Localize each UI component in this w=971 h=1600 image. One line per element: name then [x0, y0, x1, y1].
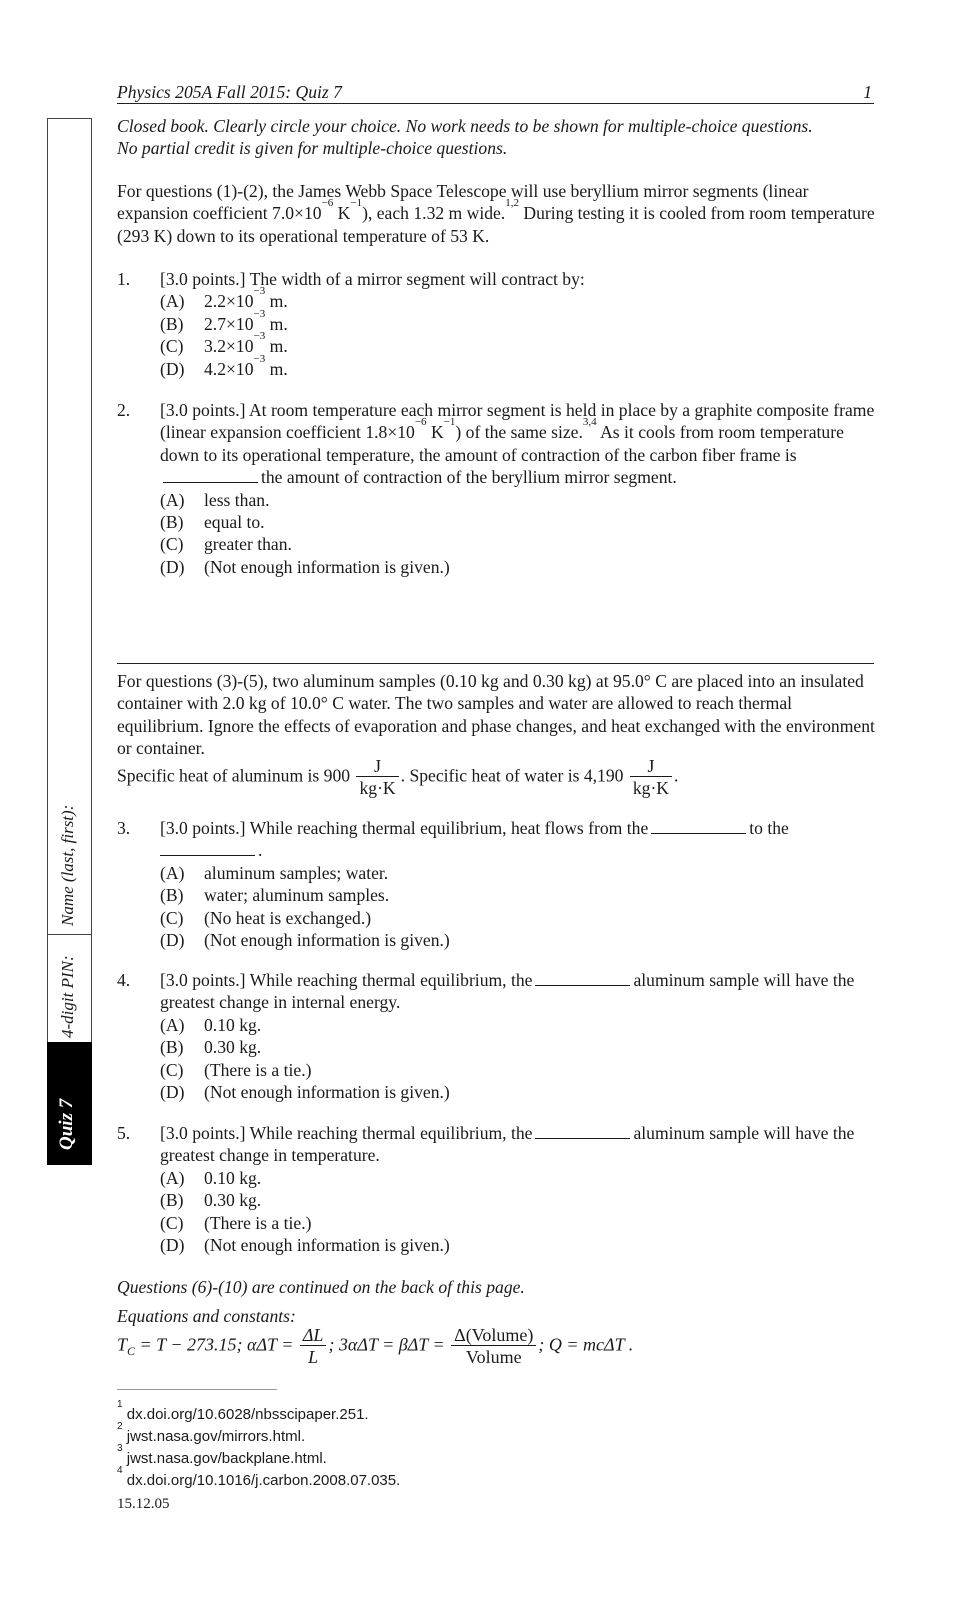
- section-divider: [117, 663, 874, 664]
- answer-blank: [160, 854, 255, 856]
- question-3: 3. [3.0 points.] While reaching thermal equilibrium, heat flows from the to the . (A) aluminum samples; water. (B) water; aluminum samples. (C) (No heat is exchanged.) (D) (Not enough information is given.): [117, 817, 877, 951]
- header-title: Physics 205A Fall 2015: Quiz 7: [117, 82, 342, 102]
- option-b[interactable]: (B) 0.30 kg.: [160, 1190, 262, 1211]
- option-c[interactable]: (C) $3.2\times 10^{-3}$ m.: [160, 330, 288, 357]
- option-b[interactable]: (B) water; aluminum samples.: [160, 885, 390, 906]
- option-d[interactable]: (D) (Not enough information is given.): [160, 1082, 450, 1103]
- question-text: [3.0 points.] While reaching thermal equilibrium, heat flows from the to the .: [160, 818, 789, 861]
- intro-questions-3-5: For questions (3)-(5), two aluminum samples (0.10 kg and 0.30 kg) at 95.0° C are placed into an insulated container with 2.0 kg of 10.0° C water. The two samples and water are allowed to reach thermal equilibrium. Ignore the effects of evaporation and phase changes, and heat exchanged with the environment or container.: [117, 671, 875, 759]
- water-specific-heat: . Specific heat of water is 4,190: [400, 765, 624, 786]
- option-b[interactable]: (B) $2.7\times 10^{-3}$ m.: [160, 307, 288, 334]
- unit-fraction: $\frac{J}{kg\cdot K}$: [356, 756, 398, 799]
- option-c[interactable]: (C) (There is a tie.): [160, 1059, 312, 1080]
- question-5: 5. [3.0 points.] While reaching thermal equilibrium, the aluminum sample will have the greatest change in temperature. (A) 0.10 kg. (B) 0.30 kg. (C) (There is a tie.) (D) (Not enough information is given.): [117, 1122, 877, 1256]
- question-text: [3.0 points.] The width of a mirror segment will contract by:: [160, 269, 585, 289]
- sidebar-pin-label: 4-digit PIN:: [58, 955, 77, 1038]
- question-text: [3.0 points.] While reaching thermal equilibrium, the aluminum sample will have the greatest change in temperature.: [160, 1123, 855, 1166]
- option-a[interactable]: (A) 0.10 kg.: [160, 1014, 262, 1035]
- footnote-2: $^2$ jwst.nasa.gov/mirrors.html.: [117, 1421, 306, 1445]
- question-text: [3.0 points.] At room temperature each mirror segment is held in place by a graphite composite frame (linear expansion coefficient $1.8\times 10^{-6}$ $K^{-1}$) of the same size.$^{3,4}$ As it cools from room temperature down to its operational temperature, the amount of contraction of the carbon fiber frame isthe amount of contraction of the beryllium mirror segment.: [160, 400, 875, 488]
- answer-blank: [651, 832, 746, 834]
- sidebar-quiz-label: Quiz 7: [56, 1098, 77, 1150]
- footnote-divider: [117, 1389, 277, 1390]
- equations-title: Equations and constants:: [117, 1306, 296, 1326]
- option-d[interactable]: (D) (Not enough information is given.): [160, 1235, 450, 1256]
- page-number: 1: [863, 82, 872, 102]
- question-text: [3.0 points.] While reaching thermal equilibrium, the aluminum sample will have the greatest change in internal energy.: [160, 970, 855, 1013]
- footnote-4: $^4$ dx.doi.org/10.1016/j.carbon.2008.07.035.: [117, 1465, 401, 1489]
- question-1: 1. [3.0 points.] The width of a mirror segment will contract by: (A) $2.2\times 10^{-3}$ m. (B) $2.7\times 10^{-3}$ m. (C) $3.2\times 10^{-3}$ m. (D) $4.2\times 10^{-3}$ m.: [117, 268, 877, 380]
- intro-questions-1-2: For questions (1)-(2), the James Webb Space Telescope will use beryllium mirror segments (linear expansion coefficient $7.0\times 10^{-6}$ $K^{-1}$), each 1.32 m wide.$^{1,2}$ During testing it is cooled from room temperature (293 K) down to its operational temperature of 53 K.: [117, 181, 875, 246]
- aluminum-specific-heat: Specific heat of aluminum is 900: [117, 765, 351, 786]
- continued-note: Questions (6)-(10) are continued on the back of this page.: [117, 1277, 525, 1297]
- option-b[interactable]: (B) 0.30 kg.: [160, 1037, 262, 1058]
- question-2: 2. [3.0 points.] At room temperature each mirror segment is held in place by a graphite composite frame (linear expansion coefficient $1.8\times 10^{-6}$ $K^{-1}$) of the same size.$^{3,4}$ As it cools from room temperature down to its operational temperature, the amount of contraction of the carbon fiber frame isthe amount of contraction of the beryllium mirror segment. (A) less than. (B) equal to. (C) greater than. (D) (Not enough information is given.): [117, 399, 877, 578]
- answer-blank: [163, 481, 258, 483]
- specific-heat-line: Specific heat of aluminum is 900 $\frac{J}{kg\cdot K}$ . Specific heat of water is 4,190 $\frac{J}{kg\cdot K}$ .: [117, 756, 679, 798]
- fraction-delta-volume: $\frac{\text{Δ(Volume)}}{\text{Volume}}$: [451, 1325, 536, 1368]
- question-4: 4. [3.0 points.] While reaching thermal equilibrium, the aluminum sample will have the greatest change in internal energy. (A) 0.10 kg. (B) 0.30 kg. (C) (There is a tie.) (D) (Not enough information is given.): [117, 969, 877, 1103]
- footnote-1: $^1$ dx.doi.org/10.6028/nbsscipaper.251.: [117, 1399, 369, 1423]
- option-a[interactable]: (A) aluminum samples; water.: [160, 862, 389, 883]
- equations-line: $T_C = T - 273.15$; αΔT = $\frac{\Delta L}{L}$ ; 3αΔT = βΔT = $\frac{\text{Δ(Volume)}}{\text{Volume}}$ ; Q = mcΔT .: [117, 1325, 634, 1367]
- option-a[interactable]: (A) 0.10 kg.: [160, 1167, 262, 1188]
- footnote-3: $^3$ jwst.nasa.gov/backplane.html.: [117, 1443, 327, 1467]
- fraction-delta-l: $\frac{\Delta L}{L}$: [300, 1325, 327, 1368]
- option-a[interactable]: (A) less than.: [160, 489, 270, 510]
- date-code: 15.12.05: [117, 1496, 170, 1512]
- option-d[interactable]: (D) (Not enough information is given.): [160, 556, 450, 577]
- sidebar-divider: [47, 934, 92, 935]
- option-d[interactable]: (D) $4.2\times 10^{-3}$ m.: [160, 352, 288, 379]
- answer-blank: [535, 984, 630, 986]
- unit-fraction: $\frac{J}{kg\cdot K}$: [630, 756, 672, 799]
- answer-blank: [535, 1137, 630, 1139]
- option-a[interactable]: (A) $2.2\times 10^{-3}$ m.: [160, 285, 288, 312]
- option-c[interactable]: (C) (No heat is exchanged.): [160, 907, 372, 928]
- page-header: [117, 81, 874, 104]
- instructions: Closed book. Clearly circle your choice. No work needs to be shown for multiple-choice questions. No partial credit is given for multiple-choice questions.: [117, 116, 813, 159]
- option-b[interactable]: (B) equal to.: [160, 512, 265, 533]
- option-c[interactable]: (C) greater than.: [160, 534, 292, 555]
- option-c[interactable]: (C) (There is a tie.): [160, 1212, 312, 1233]
- sidebar-name-label: Name (last, first):: [58, 804, 77, 926]
- option-d[interactable]: (D) (Not enough information is given.): [160, 930, 450, 951]
